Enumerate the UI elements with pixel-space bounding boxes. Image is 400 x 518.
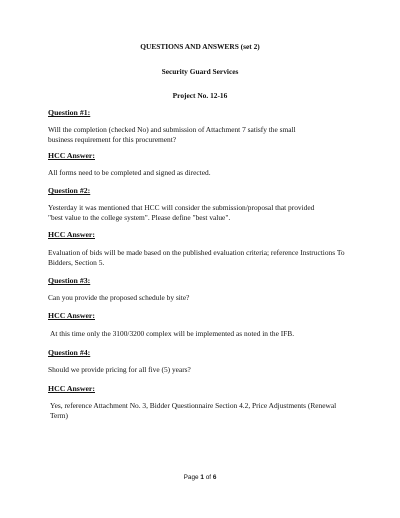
question-heading: Question #3:	[48, 276, 91, 285]
question-text: Can you provide the proposed schedule by site?	[48, 293, 190, 302]
answer-heading: HCC Answer:	[48, 151, 95, 160]
answer-heading: HCC Answer:	[48, 311, 95, 320]
question-heading: Question #2:	[48, 186, 91, 195]
page-number: 1	[200, 474, 204, 481]
answer-text: Evaluation of bids will be made based on the published evaluation criteria; reference Instructions To Bidders, Section 5.	[48, 248, 345, 267]
page-label: Page	[183, 474, 199, 481]
page-of-label: of	[205, 474, 212, 481]
answer-heading: HCC Answer:	[48, 384, 95, 393]
document-subtitle: Security Guard Services	[161, 67, 239, 76]
question-text: Will the completion (checked No) and submission of Attachment 7 satisfy the small business requirement for this procurement?	[48, 125, 296, 144]
answer-text: At this time only the 3100/3200 complex will be implemented as noted in the IFB.	[50, 329, 295, 338]
project-number: Project No. 12-16	[172, 91, 228, 100]
question-heading: Question #1:	[48, 108, 91, 117]
answer-text: Yes, reference Attachment No. 3, Bidder Questionnaire Section 4.2, Price Adjustments (Renewal Term)	[50, 401, 337, 420]
question-text: Yesterday it was mentioned that HCC will consider the submission/proposal that provided "best value to the college system". Please define "best value".	[48, 203, 315, 222]
question-text: Should we provide pricing for all five (5) years?	[48, 365, 191, 374]
answer-text: All forms need to be completed and signed as directed.	[48, 168, 211, 177]
answer-heading: HCC Answer:	[48, 230, 95, 239]
page-total: 6	[212, 474, 217, 481]
page-footer	[0, 473, 400, 482]
question-heading: Question #4:	[48, 348, 91, 357]
document-title: QUESTIONS AND ANSWERS (set 2)	[140, 42, 260, 51]
